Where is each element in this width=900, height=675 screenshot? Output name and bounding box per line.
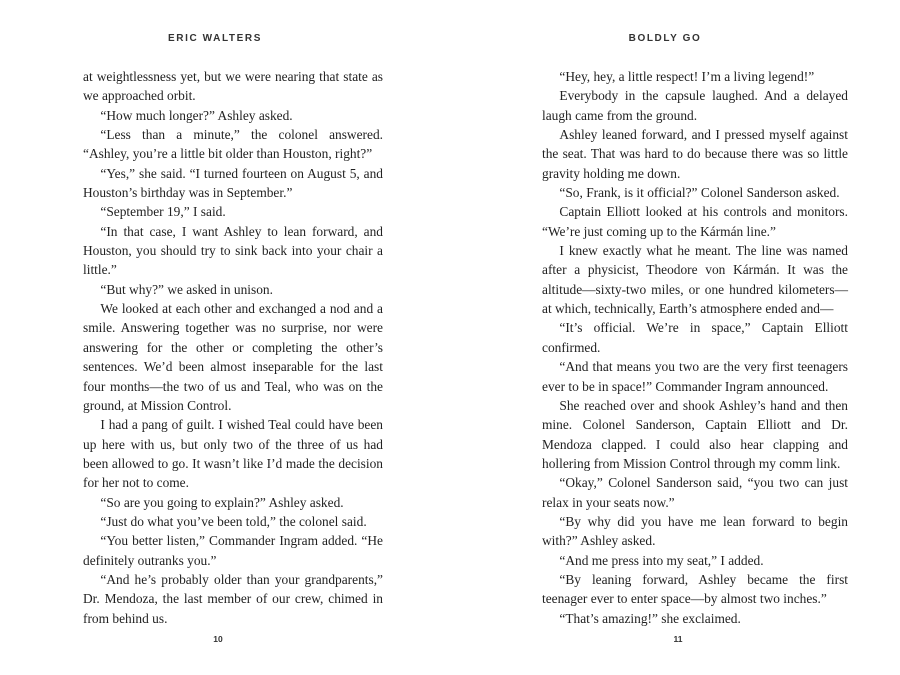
paragraph: I had a pang of guilt. I wished Teal could have been up here with us, but only two of the three of us had been allowed to go. It wasn’t like I’d made the decision for her not to come. [83, 417, 383, 491]
paragraph: I knew exactly what he meant. The line was named after a physicist, Theodore von Kármán. It was the altitude—sixty-two miles, or one hundred kilometers—at which, technically, Earth’s atmosphere ended and— [542, 243, 848, 317]
paragraph: Everybody in the capsule laughed. And a delayed laugh came from the ground. [542, 88, 848, 123]
paragraph: “Just do what you’ve been told,” the colonel said. [100, 513, 367, 529]
paragraph: “So, Frank, is it official?” Colonel Sanderson asked. [559, 185, 840, 201]
paragraph: “Okay,” Colonel Sanderson said, “you two can just relax in your seats now.” [542, 475, 848, 510]
running-head-author: ERIC WALTERS [167, 33, 262, 44]
right-page [450, 0, 900, 675]
paragraph: “Yes,” she said. “I turned fourteen on August 5, and Houston’s birthday was in September.” [83, 165, 383, 201]
paragraph: She reached over and shook Ashley’s hand and then mine. Colonel Sanderson, Captain Elliott and Dr. Mendoza clapped. I could also hear clapping and hollering from Mission Control through my comm link. [542, 397, 848, 471]
page-number: 10 [213, 634, 223, 644]
paragraph: We looked at each other and exchanged a nod and a smile. Answering together was no surprise, nor were answering for the other or completing the other’s sentences. We’d been almost inseparable for the last four months—the two of us and Teal, who was on the ground, at Mission Control. [83, 301, 383, 413]
paragraph: “Less than a minute,” the colonel answered. “Ashley, you’re a little bit older than Houston, right?” [83, 127, 383, 162]
paragraph: “It’s official. We’re in space,” Captain Elliott confirmed. [542, 320, 848, 355]
paragraph: “How much longer?” Ashley asked. [100, 107, 293, 123]
paragraph: “You better listen,” Commander Ingram added. “He definitely outranks you.” [83, 533, 383, 568]
paragraph: Captain Elliott looked at his controls and monitors. “We’re just coming up to the Kármán line.” [542, 204, 848, 239]
paragraph: “And me press into my seat,” I added. [559, 552, 764, 568]
left-page-body [83, 67, 383, 628]
paragraph: “So are you going to explain?” Ashley asked. [100, 494, 344, 510]
paragraph: “But why?” we asked in unison. [100, 281, 273, 297]
paragraph: Ashley leaned forward, and I pressed myself against the seat. That was hard to do because there was so little gravity holding me down. [542, 127, 848, 181]
right-page-body [542, 67, 848, 628]
paragraph: “And that means you two are the very first teenagers ever to be in space!” Commander Ingram announced. [542, 359, 848, 394]
paragraph: “September 19,” I said. [100, 204, 226, 220]
running-head-title: BOLDLY GO [628, 33, 702, 44]
paragraph: “By leaning forward, Ashley became the first teenager ever to enter space—by almost two inches.” [542, 571, 848, 607]
paragraph: “That’s amazing!” she exclaimed. [559, 610, 741, 626]
page-number: 11 [673, 634, 683, 644]
paragraph: “By why did you have me lean forward to begin with?” Ashley asked. [542, 513, 848, 549]
paragraph: “And he’s probably older than your grandparents,” Dr. Mendoza, the last member of our crew, chimed in from behind us. [83, 571, 383, 626]
paragraph: “In that case, I want Ashley to lean forward, and Houston, you should try to sink back into your chair a little.” [83, 223, 383, 278]
paragraph: “Hey, hey, a little respect! I’m a living legend!” [559, 69, 815, 84]
paragraph: at weightlessness yet, but we were nearing that state as we approached orbit. [83, 69, 383, 104]
